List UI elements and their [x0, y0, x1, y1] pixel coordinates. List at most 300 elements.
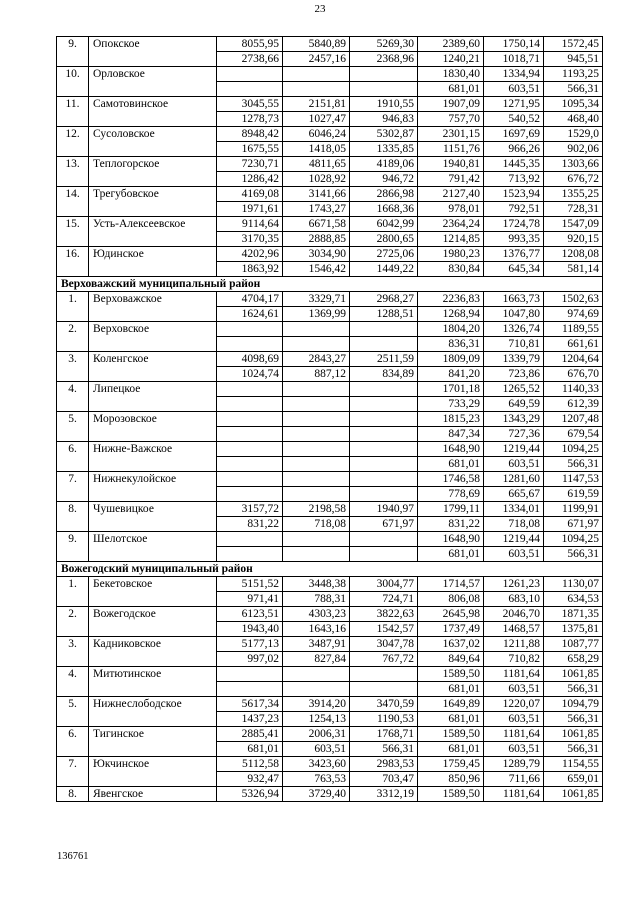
value-cell: 724,71 — [350, 592, 418, 607]
value-cell: 1027,47 — [283, 112, 350, 127]
value-cell: 1028,92 — [283, 172, 350, 187]
settlement-name: Митютинское — [89, 667, 217, 682]
value-cell — [217, 427, 283, 442]
value-cell: 2046,70 — [484, 607, 544, 622]
table-row — [57, 37, 603, 52]
settlement-name — [89, 307, 217, 322]
table-row — [57, 412, 603, 427]
table-row — [57, 682, 603, 697]
settlement-name — [89, 547, 217, 562]
value-cell: 1714,57 — [418, 577, 484, 592]
value-cell: 681,01 — [418, 682, 484, 697]
row-number: 5. — [57, 697, 89, 712]
value-cell: 1768,71 — [350, 727, 418, 742]
row-number: 9. — [57, 532, 89, 547]
row-number: 4. — [57, 382, 89, 397]
table-row — [57, 112, 603, 127]
value-cell: 3329,71 — [283, 292, 350, 307]
row-number: 1. — [57, 577, 89, 592]
value-cell — [217, 487, 283, 502]
row-number: 10. — [57, 67, 89, 82]
value-cell: 1668,36 — [350, 202, 418, 217]
table-row — [57, 232, 603, 247]
table-row — [57, 187, 603, 202]
value-cell: 2236,83 — [418, 292, 484, 307]
value-cell: 1343,29 — [484, 412, 544, 427]
value-cell — [283, 382, 350, 397]
value-cell: 1907,09 — [418, 97, 484, 112]
value-cell: 1219,44 — [484, 442, 544, 457]
value-cell: 1697,69 — [484, 127, 544, 142]
value-cell: 603,51 — [484, 82, 544, 97]
value-cell: 1095,34 — [544, 97, 603, 112]
table-row — [57, 382, 603, 397]
value-cell: 1154,55 — [544, 757, 603, 772]
settlement-name: Тигинское — [89, 727, 217, 742]
value-cell: 1675,55 — [217, 142, 283, 157]
settlement-name — [89, 742, 217, 757]
value-cell: 1468,57 — [484, 622, 544, 637]
value-cell: 788,31 — [283, 592, 350, 607]
table-row — [57, 127, 603, 142]
settlement-name — [89, 457, 217, 472]
settlement-name — [89, 172, 217, 187]
value-cell: 836,31 — [418, 337, 484, 352]
value-cell: 566,31 — [350, 742, 418, 757]
value-cell: 1940,97 — [350, 502, 418, 517]
value-cell: 4169,08 — [217, 187, 283, 202]
value-cell: 1335,85 — [350, 142, 418, 157]
row-number: 3. — [57, 352, 89, 367]
value-cell: 1943,40 — [217, 622, 283, 637]
value-cell — [350, 457, 418, 472]
value-cell — [217, 412, 283, 427]
value-cell: 1750,14 — [484, 37, 544, 52]
value-cell: 2645,98 — [418, 607, 484, 622]
value-cell: 767,72 — [350, 652, 418, 667]
value-cell: 827,84 — [283, 652, 350, 667]
settlement-name: Вожегодское — [89, 607, 217, 622]
row-number — [57, 487, 89, 502]
value-cell: 1572,45 — [544, 37, 603, 52]
value-cell — [283, 547, 350, 562]
table-row — [57, 712, 603, 727]
table-row — [57, 322, 603, 337]
value-cell: 566,31 — [544, 682, 603, 697]
value-cell: 718,08 — [484, 517, 544, 532]
value-cell: 1326,74 — [484, 322, 544, 337]
row-number: 1. — [57, 292, 89, 307]
value-cell: 681,01 — [418, 82, 484, 97]
row-number — [57, 82, 89, 97]
table-row — [57, 727, 603, 742]
row-number — [57, 652, 89, 667]
settlement-name — [89, 712, 217, 727]
value-cell: 3312,19 — [350, 787, 418, 802]
value-cell — [350, 337, 418, 352]
value-cell: 2885,41 — [217, 727, 283, 742]
value-cell: 1589,50 — [418, 667, 484, 682]
value-cell: 834,89 — [350, 367, 418, 382]
value-cell: 849,64 — [418, 652, 484, 667]
value-cell: 3170,35 — [217, 232, 283, 247]
value-cell: 2457,16 — [283, 52, 350, 67]
value-cell: 1199,91 — [544, 502, 603, 517]
value-cell: 566,31 — [544, 457, 603, 472]
table-row — [57, 487, 603, 502]
value-cell: 718,08 — [283, 517, 350, 532]
value-cell: 3470,59 — [350, 697, 418, 712]
settlement-name: Трегубовское — [89, 187, 217, 202]
value-cell: 681,01 — [418, 712, 484, 727]
settlement-name — [89, 427, 217, 442]
value-cell: 1746,58 — [418, 472, 484, 487]
value-cell — [217, 472, 283, 487]
value-cell: 1437,23 — [217, 712, 283, 727]
row-number: 3. — [57, 637, 89, 652]
settlement-name: Нижне-Важское — [89, 442, 217, 457]
settlement-name: Орловское — [89, 67, 217, 82]
value-cell: 5112,58 — [217, 757, 283, 772]
value-cell: 5617,34 — [217, 697, 283, 712]
value-cell: 8948,42 — [217, 127, 283, 142]
value-cell: 1804,20 — [418, 322, 484, 337]
value-cell: 1369,99 — [283, 307, 350, 322]
row-number: 6. — [57, 727, 89, 742]
value-cell — [283, 337, 350, 352]
value-cell: 676,70 — [544, 367, 603, 382]
value-cell: 2389,60 — [418, 37, 484, 52]
settlement-name: Бекетовское — [89, 577, 217, 592]
table-row — [57, 157, 603, 172]
value-cell: 4202,96 — [217, 247, 283, 262]
value-cell: 1809,09 — [418, 352, 484, 367]
value-cell: 2968,27 — [350, 292, 418, 307]
value-cell: 723,86 — [484, 367, 544, 382]
value-cell: 2198,58 — [283, 502, 350, 517]
value-cell: 665,67 — [484, 487, 544, 502]
settlement-name — [89, 337, 217, 352]
row-number — [57, 112, 89, 127]
value-cell: 1799,11 — [418, 502, 484, 517]
table-row — [57, 757, 603, 772]
value-cell: 5269,30 — [350, 37, 418, 52]
value-cell: 612,39 — [544, 397, 603, 412]
table-row — [57, 247, 603, 262]
value-cell: 902,06 — [544, 142, 603, 157]
value-cell: 634,53 — [544, 592, 603, 607]
value-cell: 791,42 — [418, 172, 484, 187]
value-cell: 1971,61 — [217, 202, 283, 217]
value-cell — [350, 442, 418, 457]
value-cell: 2127,40 — [418, 187, 484, 202]
value-cell: 4704,17 — [217, 292, 283, 307]
table-row — [57, 787, 603, 802]
table-row — [57, 532, 603, 547]
value-cell: 2006,31 — [283, 727, 350, 742]
value-cell: 1334,94 — [484, 67, 544, 82]
value-cell: 603,51 — [283, 742, 350, 757]
value-cell: 1094,79 — [544, 697, 603, 712]
value-cell: 1724,78 — [484, 217, 544, 232]
value-cell: 661,61 — [544, 337, 603, 352]
settlement-name: Липецкое — [89, 382, 217, 397]
table-row — [57, 292, 603, 307]
value-cell: 993,35 — [484, 232, 544, 247]
value-cell: 1376,77 — [484, 247, 544, 262]
value-cell: 5177,13 — [217, 637, 283, 652]
value-cell: 728,31 — [544, 202, 603, 217]
value-cell: 2738,66 — [217, 52, 283, 67]
settlement-name: Нижнекулойское — [89, 472, 217, 487]
table-row — [57, 142, 603, 157]
value-cell: 2368,96 — [350, 52, 418, 67]
table-row — [57, 637, 603, 652]
value-cell: 3448,38 — [283, 577, 350, 592]
settlement-name: Кадниковское — [89, 637, 217, 652]
value-cell — [350, 682, 418, 697]
table-row — [57, 427, 603, 442]
row-number: 11. — [57, 97, 89, 112]
value-cell: 1418,05 — [283, 142, 350, 157]
table-row — [57, 82, 603, 97]
value-cell: 671,97 — [544, 517, 603, 532]
value-cell — [283, 322, 350, 337]
table-row — [57, 172, 603, 187]
value-cell: 1190,53 — [350, 712, 418, 727]
row-number: 2. — [57, 322, 89, 337]
row-number: 16. — [57, 247, 89, 262]
value-cell: 978,01 — [418, 202, 484, 217]
value-cell: 757,70 — [418, 112, 484, 127]
row-number — [57, 52, 89, 67]
value-cell: 1211,88 — [484, 637, 544, 652]
value-cell — [350, 382, 418, 397]
value-cell: 887,12 — [283, 367, 350, 382]
value-cell: 4303,23 — [283, 607, 350, 622]
district-header-row — [57, 562, 603, 577]
row-number — [57, 622, 89, 637]
value-cell: 1281,60 — [484, 472, 544, 487]
value-cell: 945,51 — [544, 52, 603, 67]
value-cell: 566,31 — [544, 547, 603, 562]
table-row — [57, 652, 603, 667]
value-cell: 1663,73 — [484, 292, 544, 307]
row-number: 2. — [57, 607, 89, 622]
settlement-name — [89, 232, 217, 247]
value-cell: 932,47 — [217, 772, 283, 787]
value-cell: 681,01 — [418, 742, 484, 757]
value-cell: 2983,53 — [350, 757, 418, 772]
value-cell: 1254,13 — [283, 712, 350, 727]
value-cell: 1207,48 — [544, 412, 603, 427]
value-cell: 831,22 — [418, 517, 484, 532]
row-number — [57, 547, 89, 562]
value-cell: 3045,55 — [217, 97, 283, 112]
value-cell: 1061,85 — [544, 667, 603, 682]
value-cell: 711,66 — [484, 772, 544, 787]
row-number: 8. — [57, 787, 89, 802]
table-row — [57, 772, 603, 787]
settlement-name: Юдинское — [89, 247, 217, 262]
value-cell: 6042,99 — [350, 217, 418, 232]
value-cell — [283, 487, 350, 502]
row-number: 13. — [57, 157, 89, 172]
row-number: 8. — [57, 502, 89, 517]
value-cell — [283, 412, 350, 427]
value-cell: 1289,79 — [484, 757, 544, 772]
value-cell: 1181,64 — [484, 727, 544, 742]
table-row — [57, 337, 603, 352]
district-name: Вожегодский муниципальный район — [57, 562, 603, 577]
settlement-name: Коленгское — [89, 352, 217, 367]
value-cell: 681,01 — [418, 547, 484, 562]
value-cell: 3141,66 — [283, 187, 350, 202]
value-cell: 1220,07 — [484, 697, 544, 712]
value-cell: 6671,58 — [283, 217, 350, 232]
value-cell: 5326,94 — [217, 787, 283, 802]
value-cell: 847,34 — [418, 427, 484, 442]
value-cell: 703,47 — [350, 772, 418, 787]
settlement-name — [89, 262, 217, 277]
value-cell — [217, 532, 283, 547]
value-cell: 3157,72 — [217, 502, 283, 517]
value-cell: 566,31 — [544, 82, 603, 97]
row-number — [57, 427, 89, 442]
value-cell: 763,53 — [283, 772, 350, 787]
value-cell — [217, 82, 283, 97]
value-cell — [283, 472, 350, 487]
value-cell: 1271,95 — [484, 97, 544, 112]
value-cell: 920,15 — [544, 232, 603, 247]
value-cell: 1737,49 — [418, 622, 484, 637]
settlement-name: Самотовинское — [89, 97, 217, 112]
table-row — [57, 367, 603, 382]
value-cell: 2843,27 — [283, 352, 350, 367]
value-cell: 727,36 — [484, 427, 544, 442]
table-row — [57, 667, 603, 682]
value-cell: 1208,08 — [544, 247, 603, 262]
settlement-name — [89, 52, 217, 67]
value-cell: 5151,52 — [217, 577, 283, 592]
settlement-rates-table — [56, 36, 603, 802]
row-number — [57, 202, 89, 217]
value-cell — [350, 82, 418, 97]
value-cell: 4189,06 — [350, 157, 418, 172]
value-cell: 1265,52 — [484, 382, 544, 397]
value-cell: 966,26 — [484, 142, 544, 157]
value-cell: 540,52 — [484, 112, 544, 127]
value-cell — [217, 547, 283, 562]
value-cell: 971,41 — [217, 592, 283, 607]
value-cell: 1278,73 — [217, 112, 283, 127]
table-row — [57, 577, 603, 592]
settlement-name: Сусоловское — [89, 127, 217, 142]
value-cell: 1445,35 — [484, 157, 544, 172]
row-number — [57, 307, 89, 322]
row-number — [57, 592, 89, 607]
row-number: 5. — [57, 412, 89, 427]
value-cell: 1140,33 — [544, 382, 603, 397]
value-cell: 3487,91 — [283, 637, 350, 652]
row-number — [57, 712, 89, 727]
row-number: 7. — [57, 472, 89, 487]
value-cell: 1240,21 — [418, 52, 484, 67]
value-cell: 1624,61 — [217, 307, 283, 322]
district-name: Верховажский муниципальный район — [57, 277, 603, 292]
value-cell: 1355,25 — [544, 187, 603, 202]
row-number — [57, 262, 89, 277]
value-cell — [350, 67, 418, 82]
table-row — [57, 592, 603, 607]
value-cell: 850,96 — [418, 772, 484, 787]
value-cell — [350, 412, 418, 427]
table-row — [57, 262, 603, 277]
value-cell — [217, 457, 283, 472]
value-cell: 1018,71 — [484, 52, 544, 67]
row-number — [57, 397, 89, 412]
value-cell — [350, 472, 418, 487]
value-cell: 778,69 — [418, 487, 484, 502]
settlement-name: Верховажское — [89, 292, 217, 307]
value-cell: 2800,65 — [350, 232, 418, 247]
value-cell: 603,51 — [484, 742, 544, 757]
table-row — [57, 202, 603, 217]
value-cell: 713,92 — [484, 172, 544, 187]
value-cell: 1339,79 — [484, 352, 544, 367]
value-cell: 1061,85 — [544, 787, 603, 802]
table-row — [57, 217, 603, 232]
value-cell: 1648,90 — [418, 442, 484, 457]
value-cell — [283, 442, 350, 457]
value-cell: 2151,81 — [283, 97, 350, 112]
value-cell — [283, 457, 350, 472]
settlement-name — [89, 772, 217, 787]
value-cell: 1529,0 — [544, 127, 603, 142]
value-cell: 1261,23 — [484, 577, 544, 592]
table-row — [57, 502, 603, 517]
value-cell: 1815,23 — [418, 412, 484, 427]
value-cell: 710,81 — [484, 337, 544, 352]
value-cell: 1980,23 — [418, 247, 484, 262]
value-cell: 1193,25 — [544, 67, 603, 82]
value-cell — [217, 67, 283, 82]
value-cell: 946,83 — [350, 112, 418, 127]
value-cell: 2725,06 — [350, 247, 418, 262]
row-number: 9. — [57, 37, 89, 52]
value-cell: 2301,15 — [418, 127, 484, 142]
value-cell: 1130,07 — [544, 577, 603, 592]
value-cell — [283, 397, 350, 412]
value-cell — [283, 667, 350, 682]
table-row — [57, 547, 603, 562]
value-cell: 1214,85 — [418, 232, 484, 247]
settlement-name — [89, 487, 217, 502]
value-cell: 2364,24 — [418, 217, 484, 232]
value-cell: 1910,55 — [350, 97, 418, 112]
row-number: 12. — [57, 127, 89, 142]
value-cell — [217, 322, 283, 337]
row-number — [57, 517, 89, 532]
value-cell: 1288,51 — [350, 307, 418, 322]
value-cell: 1094,25 — [544, 532, 603, 547]
value-cell: 733,29 — [418, 397, 484, 412]
value-cell: 3047,78 — [350, 637, 418, 652]
table-row — [57, 352, 603, 367]
value-cell: 681,01 — [217, 742, 283, 757]
value-cell — [283, 82, 350, 97]
settlement-name — [89, 82, 217, 97]
